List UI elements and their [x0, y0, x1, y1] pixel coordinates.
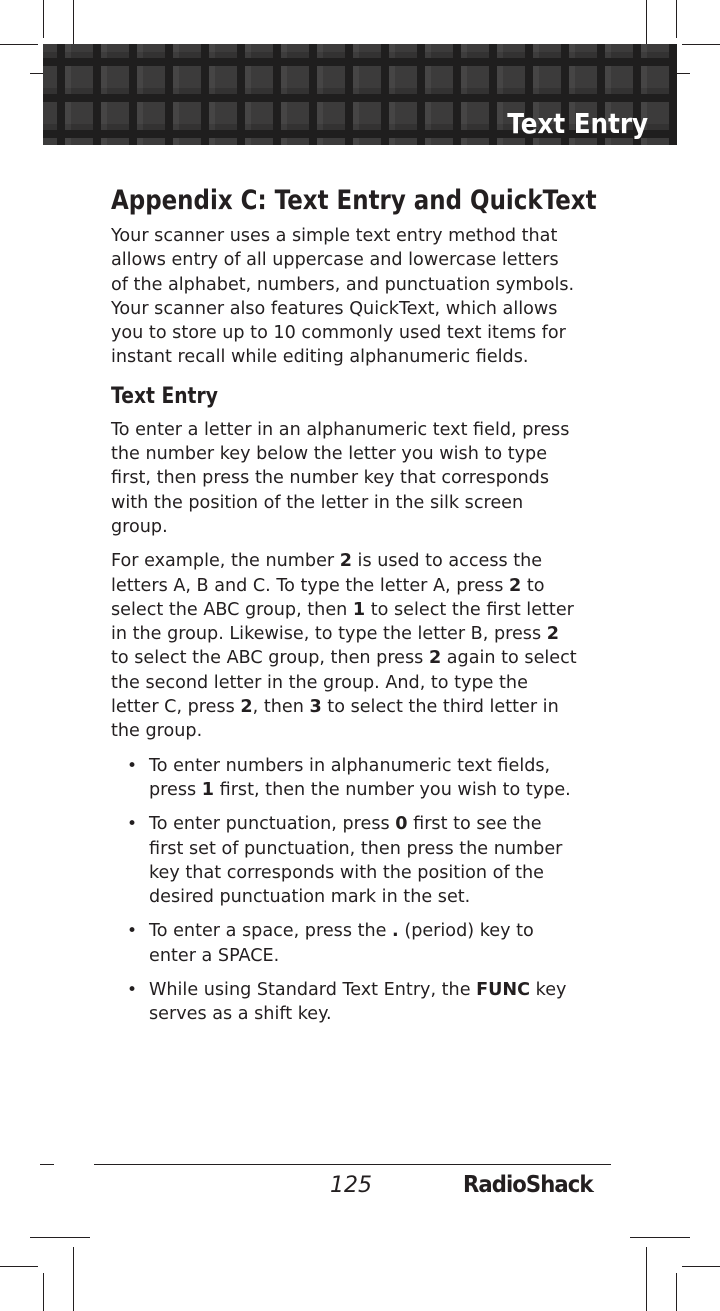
key-label: 2 [240, 697, 253, 718]
key-label: 1 [201, 779, 215, 800]
crop-mark [676, 1273, 677, 1311]
brand-mark: . [592, 1185, 595, 1194]
list-item: • To enter numbers in alphanumeric text fields, press 1 first, then the number you wish to type. [127, 755, 571, 800]
page-content [111, 180, 597, 1037]
crop-mark [43, 0, 44, 38]
bullet-icon: • [127, 980, 138, 1001]
crop-mark [40, 1164, 54, 1165]
key-label: 2 [339, 551, 352, 572]
key-label: 0 [395, 814, 408, 835]
page-number: 125 [330, 1173, 372, 1198]
key-label: 2 [509, 575, 522, 596]
crop-mark [30, 1237, 90, 1238]
bullet-icon: • [127, 814, 138, 835]
crop-mark [0, 44, 38, 45]
footer-divider [94, 1164, 611, 1165]
crop-mark [676, 0, 677, 38]
crop-mark [682, 1266, 720, 1267]
section-title: Text Entry [507, 107, 648, 140]
key-label: . [392, 921, 399, 942]
key-label: 2 [428, 648, 442, 669]
page-heading: Appendix C: Text Entry and QuickText [111, 185, 597, 216]
paragraph-example: For example, the number 2 is used to access the letters A, B and C. To type the letter A, press 2 to select the ABC group, then 1 to select the first letter in the group. Likewise, to type the letter B, press 2 to select the ABC group, then press 2 again to select the second letter in the group. And, to type the letter C, press 2, then 3 to select the third letter in the group. [111, 551, 577, 742]
list-item: • While using Standard Text Entry, the FUNC key serves as a shift key. [127, 980, 567, 1025]
key-label: 1 [352, 599, 366, 620]
crop-mark [646, 1247, 647, 1311]
brand-logo: RadioShack. [463, 1172, 595, 1198]
intro-paragraph: Your scanner uses a simple text entry method that allows entry of all uppercase and lowercase letters of the alphabet, numbers, and punctuation symbols. Your scanner also features QuickText, which allows you to store up to 10 commonly used text items for instant recall while editing alphanumeric fields. [111, 226, 575, 368]
list-item: • To enter a space, press the . (period) key to enter a SPACE. [127, 921, 534, 966]
crop-mark [630, 1237, 690, 1238]
key-label: FUNC [476, 980, 531, 1001]
crop-mark [43, 1273, 44, 1311]
tips-list [111, 754, 581, 1027]
key-label: 3 [309, 697, 322, 718]
bullet-icon: • [127, 921, 138, 942]
key-label: 2 [546, 624, 559, 645]
bullet-icon: • [127, 755, 138, 776]
section-heading: Text Entry [111, 383, 218, 409]
crop-mark [0, 1266, 38, 1267]
crop-mark [73, 1247, 74, 1311]
crop-mark [682, 44, 720, 45]
paragraph-letter-entry: To enter a letter in an alphanumeric text field, press the number key below the letter you wish to type first, then press the number key that corresponds with the position of the letter in the silk screen group. [111, 419, 570, 537]
list-item: • To enter punctuation, press 0 first to see the first set of punctuation, then press the number key that corresponds with the position of the desired punctuation mark in the set. [127, 814, 563, 908]
